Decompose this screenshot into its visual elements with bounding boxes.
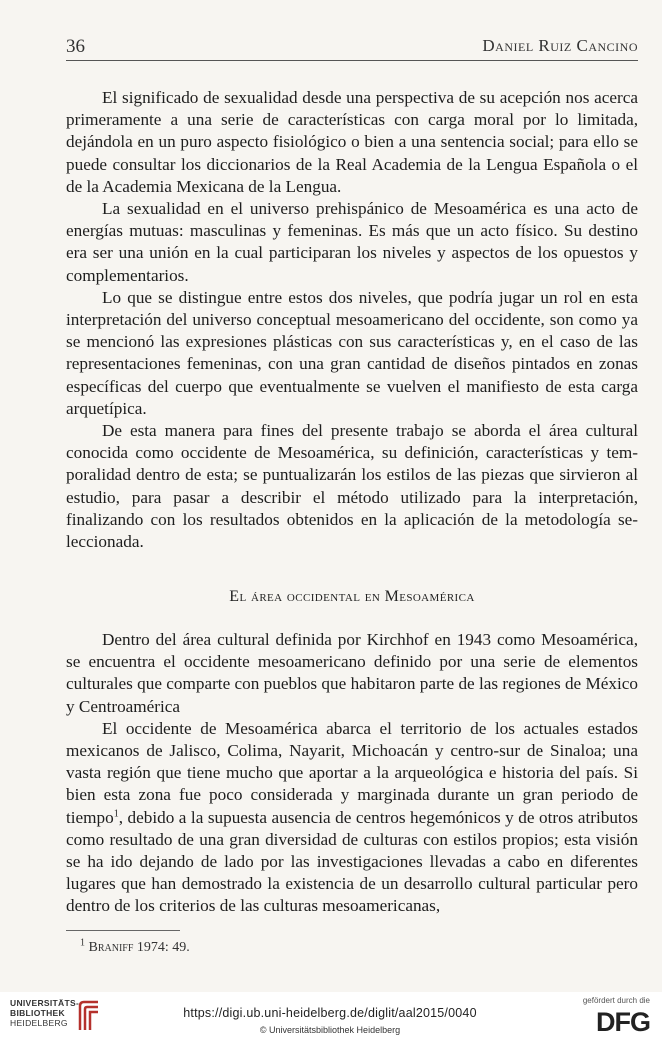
library-name-line: BIBLIOTHEK (10, 1008, 65, 1018)
paragraph (66, 718, 638, 918)
intro-text-block (66, 87, 638, 553)
digitization-footer (0, 992, 662, 1043)
running-head-author: Daniel Ruiz Cancino (482, 36, 638, 55)
copyright-notice: © Universitätsbibliothek Heidelberg (259, 1025, 401, 1035)
running-head (66, 36, 638, 58)
footnote (80, 937, 190, 956)
section-heading: El área occidental en Mesoamérica (229, 588, 475, 605)
header-rule (66, 60, 638, 61)
library-logo[interactable] (10, 998, 130, 1036)
footnote-citation: 1974: 49. (136, 940, 190, 955)
footnote-reference[interactable]: 1 (113, 807, 119, 819)
library-name-line: HEIDELBERG (10, 1018, 68, 1028)
paragraph: La sexualidad en el universo prehispánico de Mesoamérica es una acto de energías mutuas: masculinas y femeninas. Es más que un acto físico. Su destino era ser una unión en la cual participaran los niveles y aspectos de los opuestos y complementarios. (66, 199, 638, 285)
section-text-block (66, 629, 638, 918)
permalink-url[interactable]: https://digi.ub.uni-heidelberg.de/diglit/aal2015/0040 (183, 1006, 477, 1020)
footnote-marker: 1 (80, 937, 85, 949)
paragraph: De esta manera para fines del presente trabajo se aborda el área cultural conocida como occidente de Mesoamérica, su definición, características y temporalidad dentro de esta; se puntualizarán los estilos de las piezas que sirvieron al estudio, para pasar a describir el método utilizado para la interpretación, finalizando con los resultados obtenidos en la aplicación de la metodología seleccionada. (66, 421, 638, 552)
paragraph: El significado de sexualidad desde una perspectiva de su acepción nos acerca primeramente a una serie de características con carga moral por lo limitada, dejándola en un puro aspecto fisiológico o bien a una sentencia social; para ello se puede consultar los diccionarios de la Real Academia de la Lengua Española o el de la Academia Mexicana de la Lengua. (66, 88, 638, 196)
funder-caption: gefördert durch die (582, 996, 650, 1005)
paragraph: Dentro del área cultural definida por Kirchhof en 1943 como Mesoamérica, se encuentra el occidente mesoamericano definido por una serie de elementos culturales que comparte con pueblos que habitaron parte de las regiones de México y Centroamérica (66, 630, 638, 716)
dfg-logo[interactable]: DFG (596, 1007, 650, 1037)
footnote-author: Braniff (88, 940, 134, 955)
library-name-line: UNIVERSITÄTS- (10, 998, 80, 1008)
library-name (10, 998, 79, 1028)
page-number: 36 (66, 36, 85, 57)
footnote-rule (66, 930, 180, 931)
library-emblem-icon (76, 1000, 102, 1032)
paragraph-text: El occidente de Mesoamérica abarca el territorio de los actuales estados mexicanos de Jalisco, Colima, Nayarit, Michoacán y centro-sur de Sinaloa; una vasta región que tiene mucho que aportar a la arqueológica e historia del país. Si bien esta zona fue poco considerada y marginada durante un gran periodo de tiempo (66, 718, 638, 827)
paragraph: Lo que se distingue entre estos dos niveles, que podría jugar un rol en esta interpretación del universo conceptual mesoamericano del occidente, son como ya se mencionó las expresiones plásticas con sus características y, en el caso de las representaciones femeninas, con una gran cantidad de diseños pintados en zonas específicas del cuerpo que eventualmente se vuelven el manifiesto de esta carga arquetípica. (66, 287, 638, 418)
paragraph-text: , debido a la supuesta ausencia de centros hegemónicos y de otros atributos como resultado de una gran diversidad de culturas con estilos propios; esta visión se ha ido dejando de lado por las investigaciones llevadas a cabo en diferentes lugares que han demostrado la existencia de un desarrollo cultural particular pero dentro de los criterios de las culturas mesoamericanas, (66, 807, 638, 916)
